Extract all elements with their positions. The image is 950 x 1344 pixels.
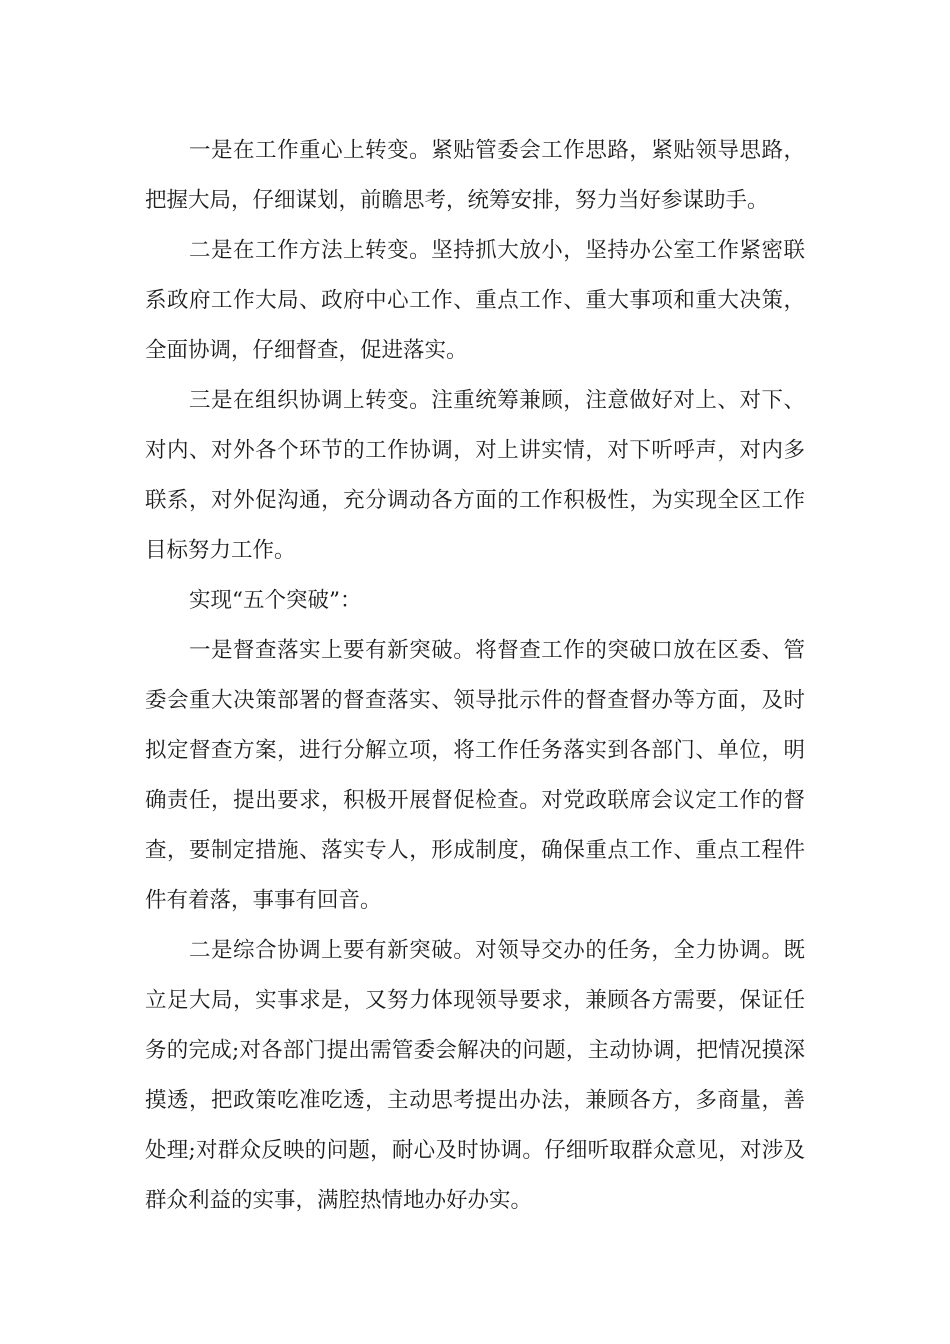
paragraph-1: 一是在工作重心上转变。紧贴管委会工作思路，紧贴领导思路，把握大局，仔细谋划，前瞻思考，统筹安排，努力当好参谋助手。 xyxy=(145,138,805,213)
paragraph-5: 一是督查落实上要有新突破。将督查工作的突破口放在区委、管委会重大决策部署的督查落实、领导批示件的督查督办等方面，及时拟定督查方案，进行分解立项，将工作任务落实到各部门、单位，明确责任，提出要求，积极开展督促检查。对党政联席会议定工作的督查，要制定措施、落实专人，形成制度，确保重点工作、重点工程件件有着落，事事有回音。 xyxy=(145,638,805,913)
document-body xyxy=(145,126,805,1226)
paragraph-3: 三是在组织协调上转变。注重统筹兼顾，注意做好对上、对下、对内、对外各个环节的工作协调，对上讲实情，对下听呼声，对内多联系，对外促沟通，充分调动各方面的工作积极性，为实现全区工作目标努力工作。 xyxy=(145,388,805,563)
paragraph-6: 二是综合协调上要有新突破。对领导交办的任务，全力协调。既立足大局，实事求是，又努力体现领导要求，兼顾各方需要，保证任务的完成;对各部门提出需管委会解决的问题，主动协调，把情况摸深摸透，把政策吃准吃透，主动思考提出办法，兼顾各方，多商量，善处理;对群众反映的问题，耐心及时协调。仔细听取群众意见，对涉及群众利益的实事，满腔热情地办好办实。 xyxy=(145,938,805,1213)
paragraph-4-heading: 实现“五个突破”： xyxy=(189,588,362,613)
paragraph-2: 二是在工作方法上转变。坚持抓大放小，坚持办公室工作紧密联系政府工作大局、政府中心工作、重点工作、重大事项和重大决策，全面协调，仔细督查，促进落实。 xyxy=(145,238,805,363)
